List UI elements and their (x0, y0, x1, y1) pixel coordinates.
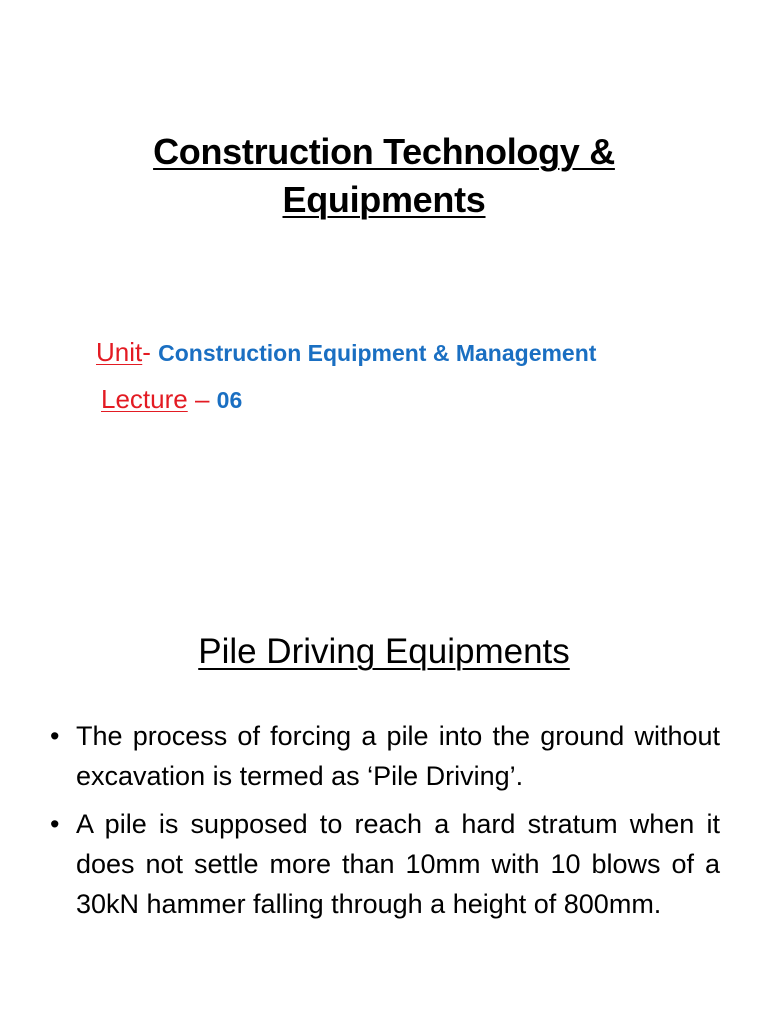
main-title (0, 128, 768, 224)
main-title-line-1: Construction Technology & (153, 131, 615, 172)
section-title (0, 628, 768, 676)
lecture-line (101, 381, 242, 418)
lecture-separator: – (187, 384, 217, 414)
lecture-number: 06 (216, 387, 243, 413)
unit-line (96, 334, 596, 371)
bullet-text: The process of forcing a pile into the ground without excavation is termed as ‘Pile Driving’. (76, 721, 720, 791)
main-title-line-2: Equipments (282, 179, 486, 220)
unit-value: Construction Equipment & Management (158, 340, 597, 366)
bullet-dot-icon: • (50, 721, 60, 751)
bullet-dot-icon: • (50, 809, 60, 839)
bullet-item (50, 804, 720, 924)
bullet-text: A pile is supposed to reach a hard stratum when it does not settle more than 10mm with 10 blows of a 30kN hammer falling through a height of 800mm. (76, 809, 720, 919)
unit-label: Unit (96, 337, 143, 367)
lecture-label: Lecture (101, 384, 188, 414)
section-title-text: Pile Driving Equipments (198, 632, 570, 671)
unit-separator: - (142, 337, 159, 367)
bullet-list (50, 716, 720, 932)
bullet-item (50, 716, 720, 796)
